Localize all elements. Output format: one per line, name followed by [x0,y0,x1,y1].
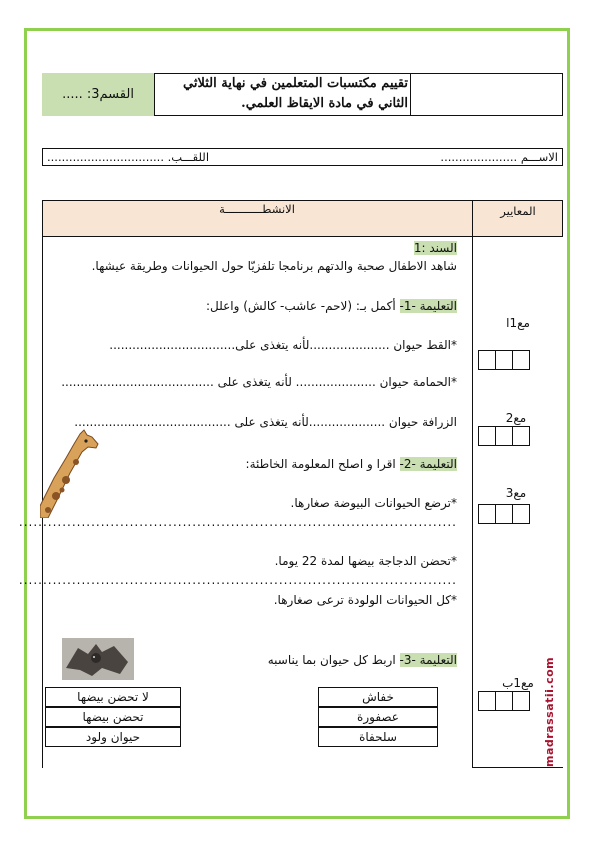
task2-heading [246,456,457,472]
student-info-row [42,148,563,166]
trait-incubate[interactable]: تحضن بيضها [45,707,181,727]
animal-turtle[interactable]: سلحفاة [318,727,438,747]
exam-title-line2: الثاني في مادة الايقاظ العلمي. [241,96,408,111]
criterion-1b-label: مع1ب [502,676,534,690]
criterion-1a-score-box[interactable] [478,350,530,370]
activities-header: الانشطـــــــــــة [219,202,295,216]
criterion-1a-label: مع1ا [506,316,530,330]
task3-label: التعليمة -3- [399,653,457,667]
criterion-3-label: مع3 [505,486,527,500]
bat-image [62,638,134,680]
criterion-3-score-box[interactable] [478,504,530,524]
task1-item-cat[interactable]: *القط حيوان .....................لأنه يتغذى على................................. [109,338,457,352]
support-label: السند :1 [413,241,457,255]
exam-title [158,74,408,115]
support-text: شاهد الاطفال صحبة والدتهم برنامجا تلفزيّا حول الحيوانات وطريقة عيشها. [91,259,457,273]
watermark: madrassatii.com [543,656,556,768]
giraffe-image [40,428,102,518]
task2-label: التعليمة -2- [399,457,457,471]
task2-answer-line-1[interactable]: ........................................................................................... [18,515,457,529]
task1-label: التعليمة -1- [399,299,457,313]
table-middle-border [472,237,473,768]
student-name-field[interactable]: الاســـم ..................... [440,150,558,164]
criterion-2-score-box[interactable] [478,426,530,446]
task3-instruction: اربط كل حيوان بما يناسبه [267,653,396,667]
task2-item-2: *تحضن الدجاجة بيضها لمدة 22 يوما. [274,554,457,568]
task2-item-1: *ترضع الحيوانات البيوضة صغارها. [290,496,457,510]
task2-answer-line-2[interactable]: ........................................................................................... [18,573,457,587]
criteria-header: المعايير [500,204,536,218]
trait-viviparous[interactable]: حيوان ولود [45,727,181,747]
criterion-2-label: مع2 [505,411,527,425]
task2-item-3: *كل الحيوانات الولودة ترعى صغارها. [273,593,457,607]
animal-bird[interactable]: عصفورة [318,707,438,727]
task3-heading [268,652,457,668]
animal-bat[interactable]: خفاش [318,687,438,707]
header-empty-cell [410,73,563,116]
class-label: القسم3: ..... [42,73,155,116]
task1-instruction: أكمل بـ: (لاحم- عاشب- كالش) واعلل: [205,299,396,313]
task1-item-giraffe[interactable]: الزرافة حيوان ....................لأنه يتغذى على ......................................... [74,415,457,429]
task1-heading [206,298,457,314]
task1-item-pigeon[interactable]: *الحمامة حيوان ..................... لأنه يتغذى على ........................................ [61,375,457,389]
student-surname-field[interactable]: اللقـــب. ................................ [47,150,210,164]
trait-no-incubate[interactable]: لا تحضن بيضها [45,687,181,707]
exam-title-line1: تقييم مكتسبات المتعلمين في نهاية الثلاثي [183,76,408,91]
criterion-1b-score-box[interactable] [478,691,530,711]
task2-instruction: اقرا و اصلح المعلومة الخاطئة: [245,457,396,471]
